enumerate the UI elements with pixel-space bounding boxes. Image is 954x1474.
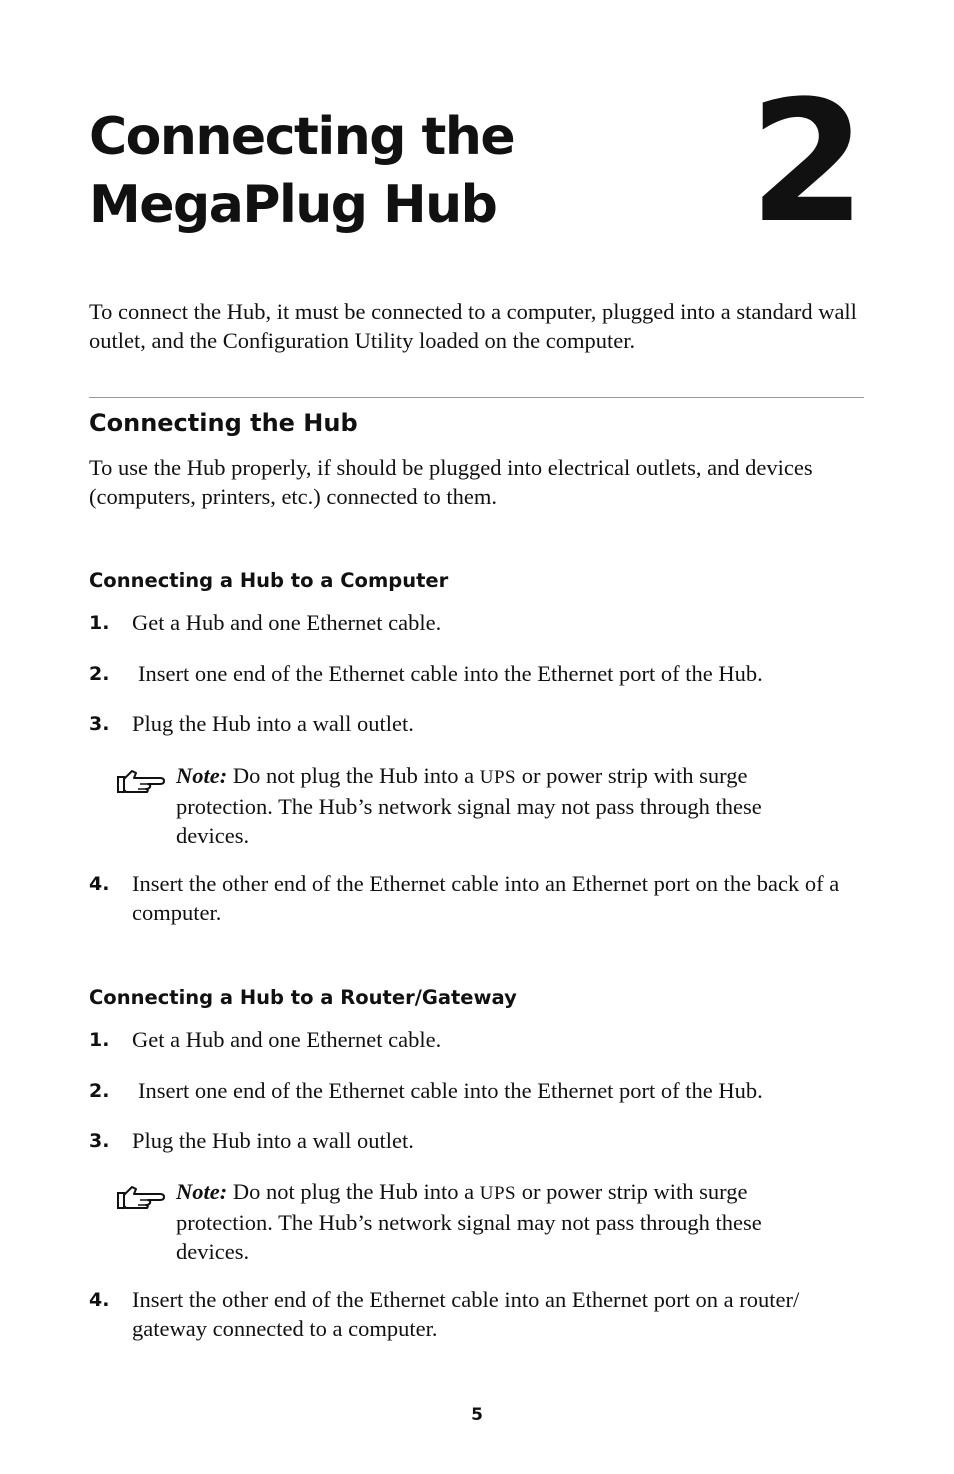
step-number: 4. [89, 873, 110, 895]
router-step-4 [89, 1285, 865, 1343]
note-text-end: or power strip with surge protection. The Hub’s network signal may not pass through these devices. [176, 763, 762, 848]
note-text-start: Do not plug the Hub into a [232, 763, 475, 788]
router-step-2 [89, 1076, 865, 1105]
step-number: 1. [89, 612, 110, 634]
step-text: Insert one end of the Ethernet cable into the Ethernet port of the Hub. [138, 661, 763, 686]
computer-step-1 [89, 608, 865, 637]
router-step-1 [89, 1025, 865, 1054]
router-step-3 [89, 1126, 865, 1155]
step-number: 3. [89, 713, 110, 735]
chapter-title-line-2: MegaPlug Hub [89, 175, 497, 235]
note-ups: UPS [479, 1183, 517, 1204]
intro-paragraph: To connect the Hub, it must be connected to a computer, plugged into a standard wall outlet, and the Configuration Utility loaded on the computer. [89, 299, 857, 353]
step-text: Get a Hub and one Ethernet cable. [132, 1027, 442, 1052]
chapter-title [89, 103, 649, 239]
note-text-end: or power strip with surge protection. The Hub’s network signal may not pass through these devices. [176, 1179, 762, 1264]
computer-note [116, 761, 796, 850]
note-text [176, 1177, 786, 1266]
subheading-computer: Connecting a Hub to a Computer [89, 569, 449, 592]
step-text: Insert the other end of the Ethernet cable into an Ethernet port on a router/ gateway connected to a computer. [132, 1287, 800, 1341]
step-number: 2. [89, 663, 110, 685]
router-note [116, 1177, 796, 1266]
computer-step-2 [89, 659, 865, 688]
subheading-router: Connecting a Hub to a Router/Gateway [89, 986, 517, 1009]
page-number: 5 [471, 1405, 483, 1425]
step-text: Insert one end of the Ethernet cable into the Ethernet port of the Hub. [138, 1078, 763, 1103]
step-text: Get a Hub and one Ethernet cable. [132, 610, 442, 635]
note-text [176, 761, 786, 850]
pointing-hand-icon [116, 1181, 166, 1211]
step-number: 3. [89, 1130, 110, 1152]
step-text: Insert the other end of the Ethernet cable into an Ethernet port on the back of a computer. [132, 871, 840, 925]
step-number: 4. [89, 1289, 110, 1311]
note-label: Note: [176, 1179, 228, 1204]
section-divider [89, 397, 864, 398]
section-heading: Connecting the Hub [89, 409, 358, 437]
step-text: Plug the Hub into a wall outlet. [132, 711, 414, 736]
pointing-hand-icon [116, 765, 166, 795]
note-ups: UPS [479, 767, 517, 788]
note-label: Note: [176, 763, 228, 788]
computer-step-4 [89, 869, 865, 927]
note-text-start: Do not plug the Hub into a [232, 1179, 475, 1204]
chapter-number: 2 [749, 64, 862, 260]
step-number: 2. [89, 1080, 110, 1102]
step-number: 1. [89, 1029, 110, 1051]
computer-step-3 [89, 709, 865, 738]
step-text: Plug the Hub into a wall outlet. [132, 1128, 414, 1153]
section-paragraph: To use the Hub properly, if should be plugged into electrical outlets, and devices (computers, printers, etc.) connected to them. [89, 455, 813, 509]
chapter-title-line-1: Connecting the [89, 107, 515, 167]
